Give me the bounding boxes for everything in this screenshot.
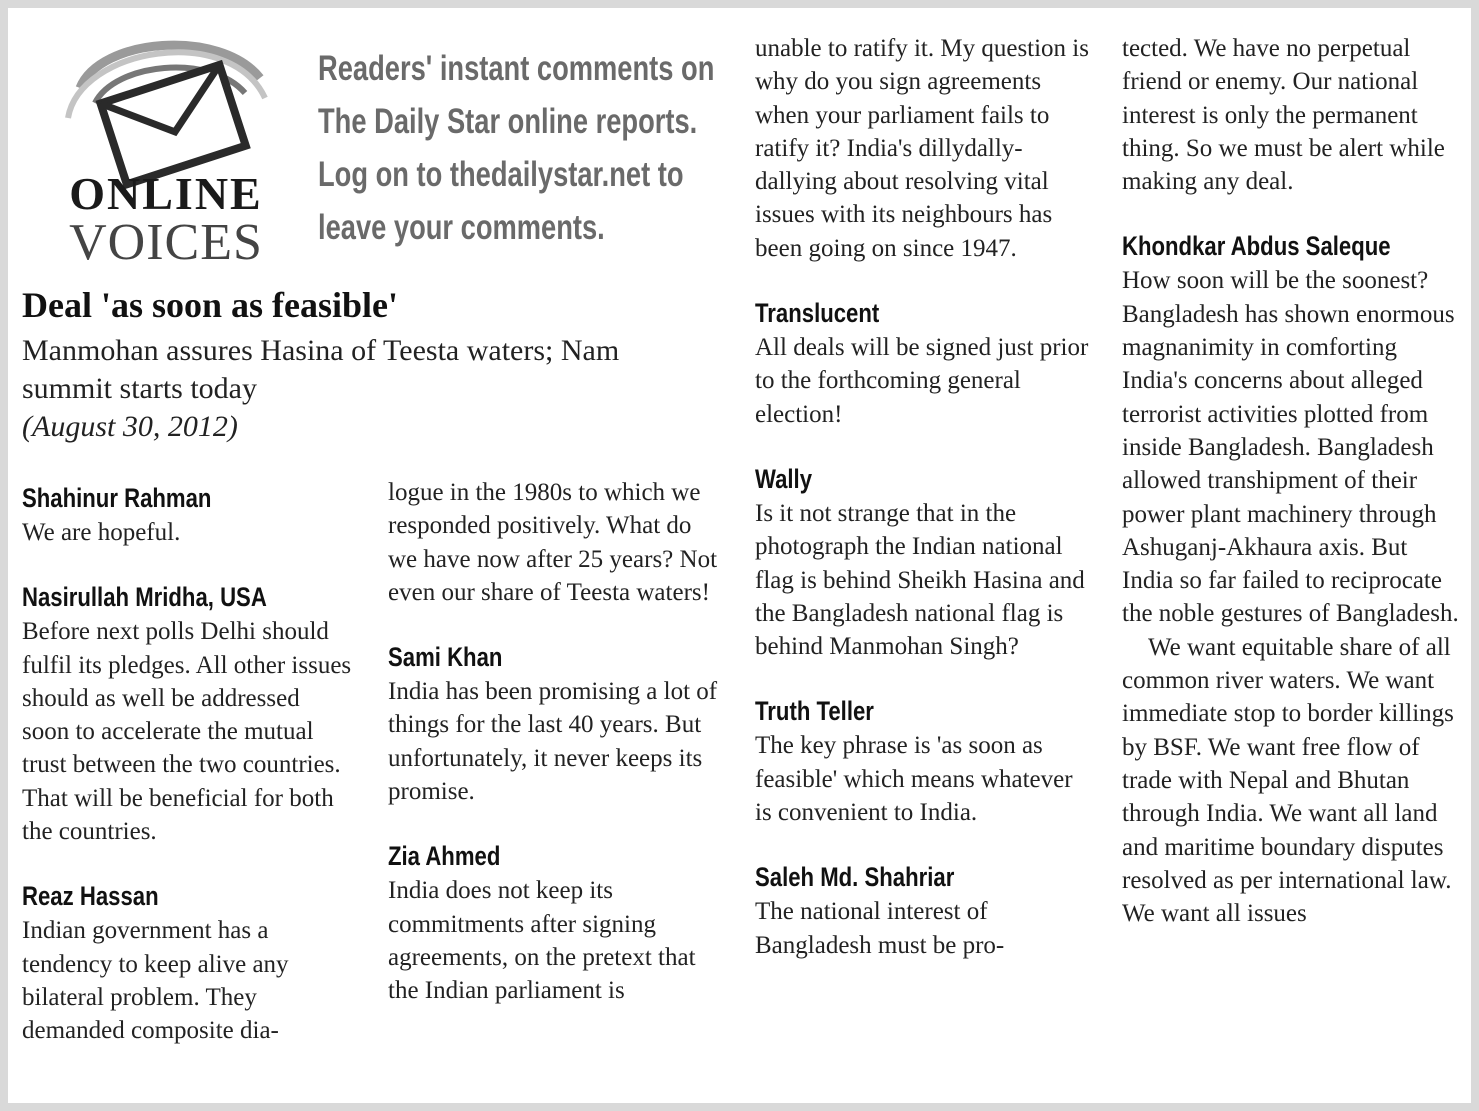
commenter-name: Truth Teller <box>755 696 874 727</box>
commenter-name: Saleh Md. Shahriar <box>755 862 955 893</box>
promo-line: Log on to thedailystar.net to <box>318 155 684 194</box>
comment-text: We want equitable share of all common river waters. We want immediate stop to border killings by BSF. We want free flow of trade with Nepal and Bhutan through India. We want all land and maritime boundary disputes resolved as per international law. We want all issues <box>1122 633 1454 928</box>
commenter-name: Translucent <box>755 298 880 329</box>
promo-line: The Daily Star online reports. <box>318 102 698 141</box>
comment-text: We are hopeful. <box>22 519 181 546</box>
commenter-name: Khondkar Abdus Saleque <box>1122 231 1391 262</box>
story-deck: Manmohan assures Hasina of Teesta waters; Nam summit starts today <box>22 334 620 405</box>
comment-text: Indian government has a tendency to keep alive any bilateral problem. They demanded composite dia- <box>22 917 289 1045</box>
column-2 <box>388 476 726 1008</box>
promo-line: leave your comments. <box>318 208 605 247</box>
comment-text: The national interest of Bangladesh must be pro- <box>755 898 1005 959</box>
comment-text-continued: logue in the 1980s to which we responded positively. What do we have now after 25 years? Not even our share of Teesta waters! <box>388 479 718 606</box>
comment-text: Before next polls Delhi should fulfil its pledges. All other issues should as well be addressed soon to accelerate the mutual trust between the two countries. That will be beneficial for both the countries. <box>22 618 352 846</box>
comment-text: India does not keep its commitments after signing agreements, on the pretext that the Indian parliament is <box>388 877 696 1005</box>
column-4 <box>1122 32 1462 930</box>
comment-text-continued: unable to ratify it. My question is why do you sign agreements when your parliament fails to ratify it? India's dillydally-dallying about resolving vital issues with its neighbours has been going on since 1947. <box>755 35 1089 262</box>
comment-text-continued: tected. We have no perpetual friend or enemy. Our national interest is only the permanent thing. So we must be alert while making any deal. <box>1122 35 1445 196</box>
commenter-name: Nasirullah Mridha, USA <box>22 582 267 613</box>
commenter-name: Zia Ahmed <box>388 841 501 872</box>
commenter-name: Wally <box>755 463 813 494</box>
story-date: (August 30, 2012) <box>22 410 238 443</box>
logo-online-text: ONLINE <box>69 168 263 219</box>
comment-text: The key phrase is 'as soon as feasible' which means whatever is convenient to India. <box>755 732 1073 827</box>
story-title: Deal 'as soon as feasible' <box>22 285 399 325</box>
commenter-name: Shahinur Rahman <box>22 483 212 513</box>
column-1 <box>22 480 352 1048</box>
comment-text: Is it not strange that in the photograph the Indian national flag is behind Sheikh Hasina and the Bangladesh national flag is behind Manmohan Singh? <box>755 499 1085 661</box>
commenter-name: Reaz Hassan <box>22 881 159 912</box>
promo-text <box>318 42 715 254</box>
promo-line: Readers' instant comments on <box>318 49 715 88</box>
comment-text: All deals will be signed just prior to the forthcoming general election! <box>755 334 1089 428</box>
logo-voices-text: VOICES <box>69 214 263 271</box>
column-3 <box>755 32 1095 962</box>
commenter-name: Sami Khan <box>388 642 503 673</box>
comment-text: India has been promising a lot of things for the last 40 years. But unfortunately, it never keeps its promise. <box>388 678 718 806</box>
comment-text: How soon will be the soonest? Bangladesh has shown enormous magnanimity in comforting India's concerns about alleged terrorist activities plotted from inside Bangladesh. Bangladesh allowed transhipment of their power plant machinery through Ashuganj-Akhaura axis. But India so far failed to reciprocate the noble gestures of Bangladesh. <box>1122 267 1459 628</box>
